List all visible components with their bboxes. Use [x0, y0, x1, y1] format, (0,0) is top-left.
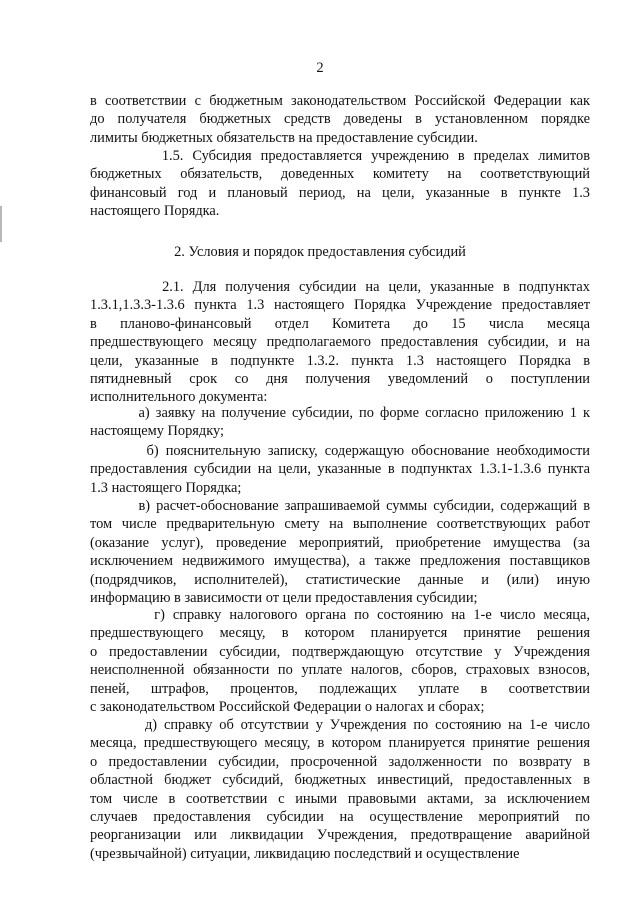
paragraph-a: [90, 404, 590, 441]
text-line: настоящего Порядка.: [90, 203, 220, 220]
text-line: реорганизации или ликвидации Учреждения, предотвращение аварийной: [90, 827, 590, 844]
text-line: с законодательством Российской Федерации о налогах и сборах;: [90, 698, 485, 715]
text-line: предшествующего месяцу предполагаемого предоставления субсидии, и на: [90, 334, 590, 351]
text-line: в соответствии с бюджетным законодательством Российской Федерации как: [90, 93, 590, 109]
text-line: цели, указанные в подпункте 1.3.2. пункта 1.3 настоящего Порядка в: [90, 352, 590, 369]
text-line: исключением недвижимого имущества), а также предложения поставщиков: [90, 553, 590, 570]
text-line: до получателя бюджетных средств доведены в установленном порядке: [90, 111, 590, 128]
text-line: областной бюджет субсидий, бюджетных инвестиций, предоставленных в: [90, 772, 590, 789]
text-line: (подрядчиков, исполнителей), статистические данные и (или) иную: [90, 571, 590, 588]
text-line: (чрезвычайной) ситуации, ликвидацию последствий и осуществление: [90, 845, 520, 862]
text-line: пеней, штрафов, процентов, подлежащих уплате в соответствии: [90, 680, 590, 697]
paragraph-2-1: [90, 278, 590, 407]
text-line: случаев предоставления субсидии на осуществление мероприятий по: [90, 808, 590, 825]
text-line: о предоставлении субсидии, подтверждающую отсутствие у Учреждения: [90, 643, 590, 660]
text-line: месяца, предшествующего месяцу, в котором планируется принятие решения: [90, 735, 590, 752]
text-line: пятидневный срок со дня получения уведомлений о поступлении: [90, 370, 590, 387]
text-line: лимиты бюджетных обязательств на предоставление субсидии.: [90, 129, 478, 146]
text-line: том числе в соответствии с иными правовыми актами, за исключением: [90, 790, 590, 807]
text-line: в планово-финансовый отдел Комитета до 15 числа месяца: [90, 315, 590, 332]
text-line: неисполненной обязанности по уплате налогов, сборов, страховых взносов,: [90, 662, 590, 679]
paragraph-d: [90, 716, 590, 863]
text-line: информацию в зависимости от цели предоставления субсидии;: [90, 589, 478, 606]
text-line: о предоставлении субсидии, просроченной задолженности по возврату в: [90, 753, 590, 770]
text-line: 1.3.1,1.3.3-1.3.6 пункта 1.3 настоящего Порядка Учреждение предоставляет: [90, 297, 590, 314]
text-line: предоставления субсидии на цели, указанные в подпунктах 1.3.1-1.3.6 пункта: [90, 461, 590, 478]
text-line: 1.5. Субсидия предоставляется учреждению в пределах лимитов: [90, 148, 590, 164]
paragraph-1-5: [90, 147, 590, 221]
text-line: 2.1. Для получения субсидии на цели, указанные в подпунктах: [90, 279, 590, 295]
text-line: исполнительного документа:: [90, 389, 268, 406]
text-line: а) заявку на получение субсидии, по форме согласно приложению 1 к: [90, 405, 590, 421]
text-line: финансовый год и плановый период, на цели, указанные в пункте 1.3: [90, 184, 590, 201]
text-line: д) справку об отсутствии у Учреждения по состоянию на 1-е число: [90, 717, 590, 733]
paragraph-b: [90, 442, 590, 497]
page-number: 2: [316, 60, 324, 76]
text-line: б) пояснительную записку, содержащую обоснование необходимости: [90, 443, 590, 459]
paragraph-g: [90, 606, 590, 716]
section-heading: 2. Условия и порядок предоставления субсидий: [174, 244, 466, 260]
text-line: (оказание услуг), проведение мероприятий, приобретение имущества (за: [90, 534, 590, 551]
text-line: 1.3 настоящего Порядка;: [90, 479, 242, 496]
paragraph-intro: [90, 92, 590, 147]
text-line: предшествующего месяцу, в котором планируется принятие решения: [90, 625, 590, 642]
text-line: том числе предварительную смету на выполнение соответствующих работ: [90, 516, 590, 533]
text-line: г) справку налогового органа по состоянию на 1-е число месяца,: [90, 607, 590, 623]
scan-edge-mark: [0, 206, 2, 242]
text-line: в) расчет-обоснование запрашиваемой суммы субсидии, содержащий в: [90, 498, 590, 514]
text-line: настоящему Порядку;: [90, 423, 224, 440]
paragraph-v: [90, 497, 590, 607]
text-line: бюджетных обязательств, доведенных комитету на соответствующий: [90, 166, 590, 183]
